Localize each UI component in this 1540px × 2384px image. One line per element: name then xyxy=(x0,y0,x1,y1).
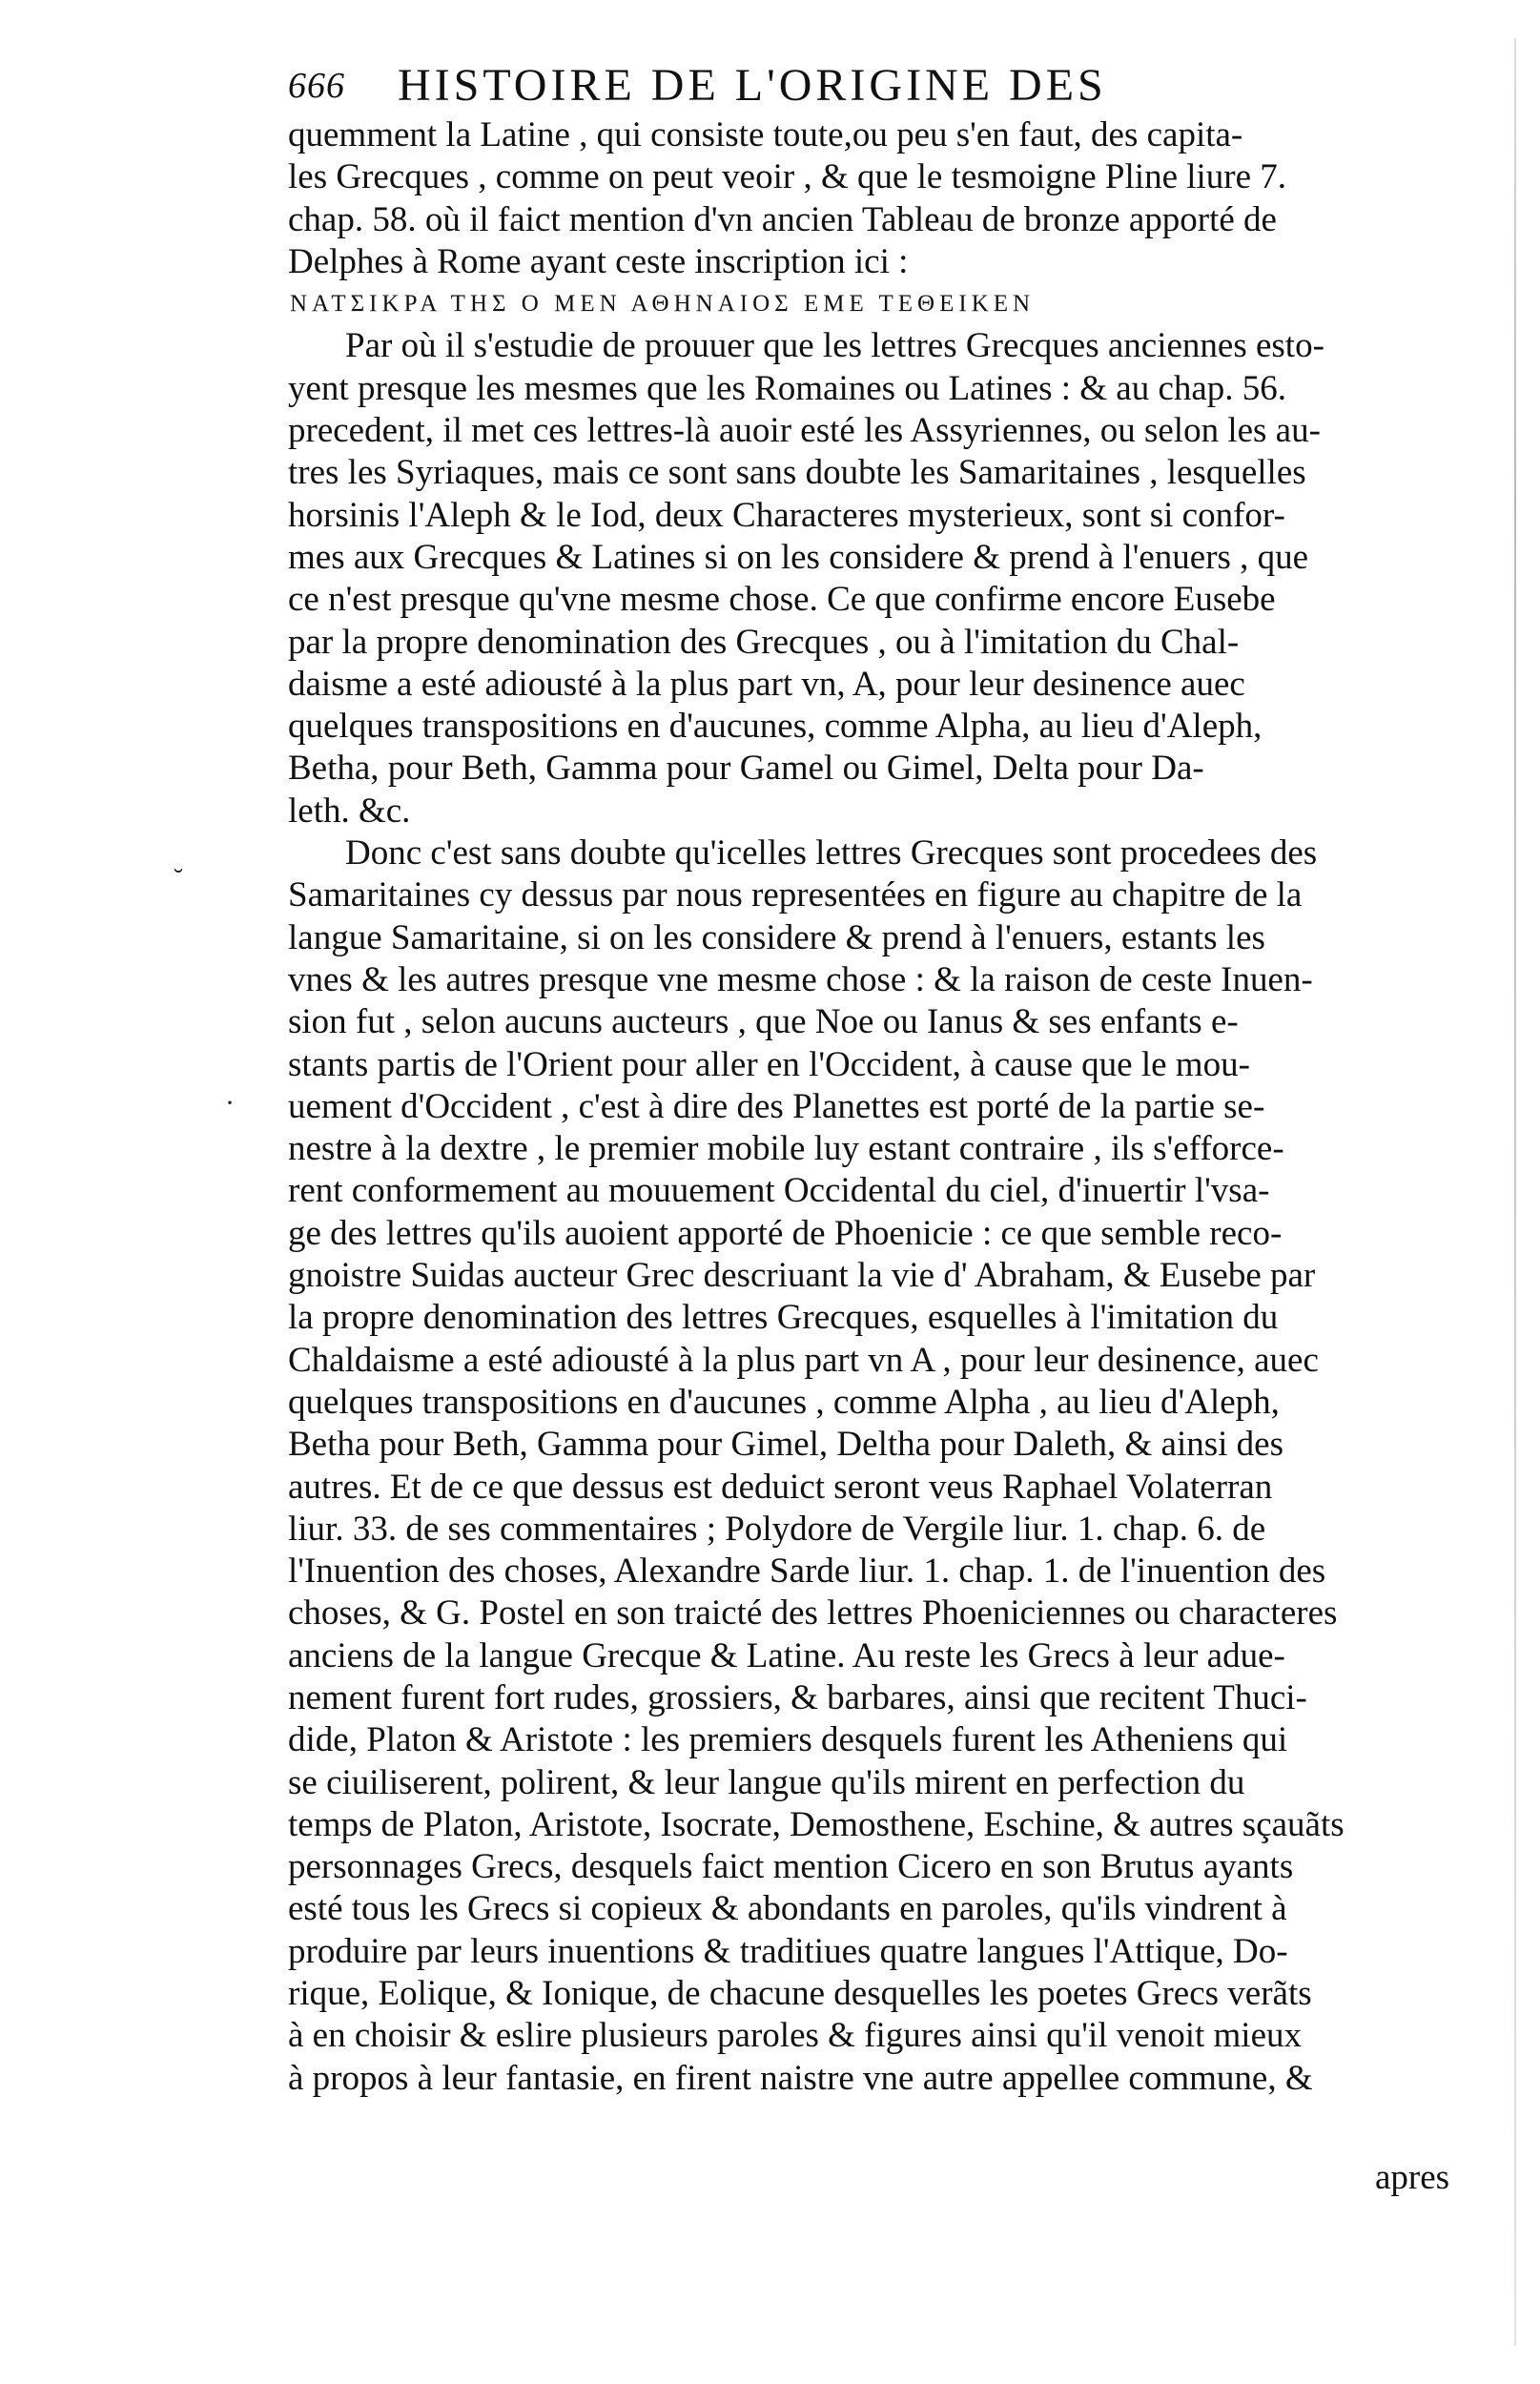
paragraph-start: Par où il s'estudie de prouuer que les lettres Grecques anciennes esto- xyxy=(345,326,1324,366)
text-line: tres les Syriaques, mais ce sont sans doubte les Samaritaines , lesquelles xyxy=(288,453,1306,493)
text-line: à en choisir & eslire plusieurs paroles & figures ainsi qu'il venoit mieux xyxy=(288,2016,1302,2056)
text-line: gnoistre Suidas aucteur Grec descriuant la vie d' Abraham, & Eusebe par xyxy=(288,1256,1316,1296)
text-line: se ciuiliserent, polirent, & leur langue qu'ils mirent en perfection du xyxy=(288,1762,1245,1802)
text-line: quemment la Latine , qui consiste toute,ou peu s'en faut, des capita- xyxy=(288,115,1243,154)
text-line: Betha, pour Beth, Gamma pour Gamel ou Gimel, Delta pour Da- xyxy=(288,749,1204,789)
text-line: rique, Eolique, & Ionique, de chacune desquelles les poetes Grecs verãts xyxy=(288,1974,1312,2014)
text-line: nestre à la dextre , le premier mobile luy estant contraire , ils s'efforce- xyxy=(288,1129,1284,1169)
text-line: choses, & G. Postel en son traicté des lettres Phoeniciennes ou characteres xyxy=(288,1593,1338,1634)
body-text xyxy=(288,114,1491,2100)
text-line: leth. &c. xyxy=(288,791,411,831)
text-line: à propos à leur fantasie, en firent naistre vne autre appellee commune, & xyxy=(288,2058,1313,2098)
text-line: Betha pour Beth, Gamma pour Gimel, Deltha pour Daleth, & ainsi des xyxy=(288,1425,1283,1465)
text-line: Samaritaines cy dessus par nous representées en figure au chapitre de la xyxy=(288,875,1303,915)
text-line: chap. 58. où il faict mention d'vn ancien Tableau de bronze apporté de xyxy=(288,199,1277,239)
text-line: langue Samaritaine, si on les considere & prend à l'enuers, estants les xyxy=(288,917,1265,957)
page-header xyxy=(288,59,1509,116)
text-line: ce n'est presque qu'vne mesme chose. Ce que confirme encore Eusebe xyxy=(288,580,1276,620)
running-title: HISTOIRE DE L'ORIGINE DES xyxy=(398,60,1107,111)
text-line: nement furent fort rudes, grossiers, & barbares, ainsi que recitent Thuci- xyxy=(288,1677,1307,1717)
text-line: liur. 33. de ses commentaires ; Polydore de Vergile liur. 1. chap. 6. de xyxy=(288,1509,1266,1549)
text-line: precedent, il met ces lettres-là auoir esté les Assyriennes, ou selon les au- xyxy=(288,411,1321,451)
text-line: sion fut , selon aucuns aucteurs , que Noe ou Ianus & ses enfants e- xyxy=(288,1002,1239,1042)
text-line: par la propre denomination des Grecques , ou à l'imitation du Chal- xyxy=(288,622,1240,662)
margin-dot-mark: · xyxy=(225,1087,235,1119)
text-line: mes aux Grecques & Latines si on les considere & prend à l'enuers , que xyxy=(288,537,1309,577)
text-line: dide, Platon & Aristote : les premiers desquels furent les Atheniens qui xyxy=(288,1720,1288,1760)
text-line: temps de Platon, Aristote, Isocrate, Demosthene, Eschine, & autres sçauãts xyxy=(288,1804,1345,1844)
text-line: horsinis l'Aleph & le Iod, deux Characteres mysterieux, sont si confor- xyxy=(288,495,1285,535)
text-line: vnes & les autres presque vne mesme chose : & la raison de ceste Inuen- xyxy=(288,959,1313,999)
catchword: apres xyxy=(1375,2158,1450,2197)
text-line: anciens de la langue Grecque & Latine. Au reste les Grecs à leur adue- xyxy=(288,1635,1285,1675)
text-line: rent conformement au mouuement Occidental du ciel, d'inuertir l'vsa- xyxy=(288,1171,1270,1211)
paragraph-start: Donc c'est sans doubte qu'icelles lettres Grecques sont procedees des xyxy=(345,833,1318,873)
text-line: les Grecques , comme on peut veoir , & que le tesmoigne Pline liure 7. xyxy=(288,157,1287,197)
text-line: Delphes à Rome ayant ceste inscription ici : xyxy=(288,241,909,281)
greek-inscription: ΝΑΤΣΙΚΡΑ ΤΗΣ Ο ΜΕΝ ΑΘΗΝΑΙΟΣ ΕΜΕ ΤΕΘΕΙΚΕΝ xyxy=(290,291,1036,318)
text-line: daisme a esté adiousté à la plus part vn, A, pour leur desinence auec xyxy=(288,664,1245,704)
text-line: quelques transpositions en d'aucunes , comme Alpha , au lieu d'Aleph, xyxy=(288,1382,1280,1422)
text-line: Chaldaisme a esté adiousté à la plus part vn A , pour leur desinence, auec xyxy=(288,1340,1319,1380)
text-line: stants partis de l'Orient pour aller en l'Occident, à cause que le mou- xyxy=(288,1044,1250,1084)
text-line: l'Inuention des choses, Alexandre Sarde liur. 1. chap. 1. de l'inuention des xyxy=(288,1552,1326,1592)
text-line: esté tous les Grecs si copieux & abondants en paroles, qu'ils vindrent à xyxy=(288,1889,1287,1929)
margin-tick-mark: ˘ xyxy=(174,863,183,894)
text-line: uement d'Occident , c'est à dire des Planettes est porté de la partie se- xyxy=(288,1086,1265,1126)
text-line: quelques transpositions en d'aucunes, comme Alpha, au lieu d'Aleph, xyxy=(288,707,1263,747)
text-line: la propre denomination des lettres Grecques, esquelles à l'imitation du xyxy=(288,1298,1279,1338)
text-line: produire par leurs inuentions & traditiues quatre langues l'Attique, Do- xyxy=(288,1931,1288,1971)
text-line: autres. Et de ce que dessus est deduict seront veus Raphael Volaterran xyxy=(288,1467,1273,1507)
page-number: 666 xyxy=(288,66,345,106)
text-line: ge des lettres qu'ils auoient apporté de Phoenicie : ce que semble reco- xyxy=(288,1213,1283,1253)
page-gutter-edge xyxy=(1514,38,1516,2346)
text-line: personnages Grecs, desquels faict mention Cicero en son Brutus ayants xyxy=(288,1847,1294,1887)
text-line: yent presque les mesmes que les Romaines ou Latines : & au chap. 56. xyxy=(288,368,1287,408)
